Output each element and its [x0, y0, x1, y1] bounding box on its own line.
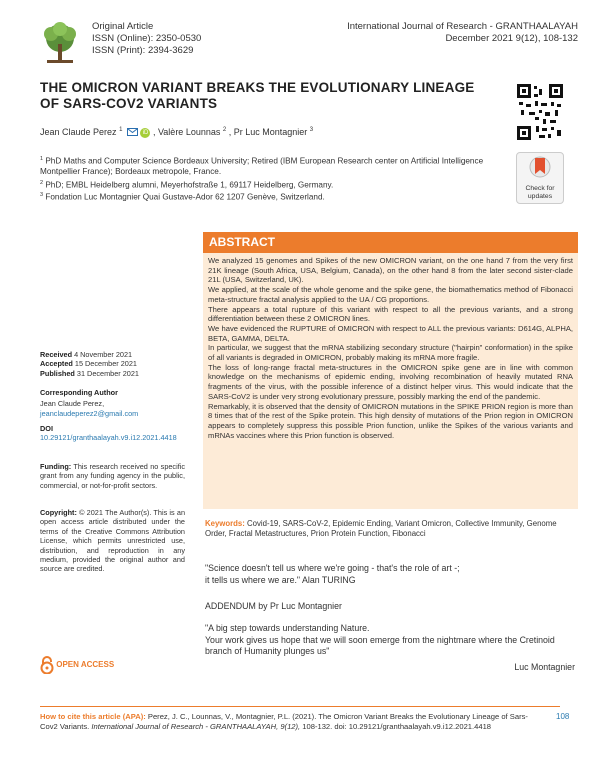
- citation: [40, 712, 540, 732]
- affiliation-3-text: Fondation Luc Montagnier Quai Gustave-Ador 62 1207 Genève, Switzerland.: [45, 192, 325, 202]
- author-3[interactable]: , Pr Luc Montagnier: [228, 127, 308, 137]
- affiliation-3: [40, 190, 510, 203]
- published-date: 31 December 2021: [76, 368, 139, 378]
- author-1-affil: 1: [119, 127, 123, 133]
- addendum-heading: ADDENDUM by Pr Luc Montagnier: [205, 601, 342, 611]
- copyright-text: © 2021 The Author(s). This is an open access article distributed under the terms of the Creative Commons Attribution License, which permits unrestricted use, distribution, and reproduction in any medium, provided the original author and source are credited.: [40, 508, 185, 574]
- citation-pages: 108-132. doi: 10.29121/granthaalayah.v9.i12.2021.4418: [302, 721, 492, 731]
- open-lock-icon: [40, 656, 54, 674]
- funding-text: This research received no specific grant from any funding agency in the public, commercial, or not-for-profit sectors.: [40, 462, 185, 490]
- montagnier-quote-line-1: "A big step towards understanding Nature.: [205, 623, 370, 633]
- abstract-body: [203, 253, 578, 509]
- author-line: [40, 127, 313, 138]
- funding-label: Funding:: [40, 462, 72, 471]
- turing-quote-line-1: "Science doesn't tell us where we're going - that's the role of art -;: [205, 563, 460, 573]
- abstract-paragraph: In particular, we suggest that the mRNA stabilizing secondary structure ("hairpin" conformation) in the spike of all variants is degraded in OMICRON, probably making its mRNA more fragile.: [208, 343, 573, 363]
- article-type: Original Article: [92, 21, 154, 32]
- check-updates-label: Check for updates: [525, 185, 555, 200]
- doi-link[interactable]: 10.29121/granthaalayah.v9.i12.2021.4418: [40, 433, 177, 443]
- affiliation-2-text: PhD; EMBL Heidelberg alumni, Meyerhofstraße 1, 69117 Heidelberg, Germany.: [45, 180, 334, 190]
- abstract-paragraph: The loss of long-range fractal meta-structures in the OMICRON spike gene are in line with common knowledge on the mechanisms of epidemic ending, involving recombination of heavily mutated RNA fragments of the virus, with the possible inference of a distinct helper virus. This would indicate that the SARS-CoV2 is under very strong evolutionary pressure, possibly marking the end of the pandemic.: [208, 362, 573, 401]
- article-title: THE OMICRON VARIANT BREAKS THE EVOLUTIONARY LINEAGE OF SARS-COV2 VARIANTS: [40, 80, 475, 111]
- citation-label: How to cite this article (APA):: [40, 712, 146, 721]
- author-2-affil: 2: [222, 127, 227, 133]
- open-access-label: OPEN ACCESS: [56, 660, 115, 670]
- affiliation-1: [40, 154, 510, 178]
- published-label: Published: [40, 368, 75, 378]
- received-date: 4 November 2021: [74, 350, 133, 359]
- copyright-block: [40, 508, 185, 574]
- affiliation-2-num: 2: [40, 180, 44, 186]
- orcid-icon[interactable]: iD: [140, 128, 150, 138]
- journal-logo: [37, 20, 83, 66]
- page-number: 108: [556, 712, 570, 721]
- journal-name: International Journal of Research - GRANTHAALAYAH: [347, 21, 578, 32]
- affiliation-1-text: PhD Maths and Computer Science Bordeaux University; Retired (IBM European Research center on Artificial Intelligence Montpellier France); Bordeaux metropole, France.: [40, 156, 484, 177]
- citation-journal: International Journal of Research - GRANTHAALAYAH, 9(12),: [91, 721, 301, 731]
- abstract-paragraph: We have evidenced the RUPTURE of OMICRON with respect to ALL the previous variants: D614G, ALPHA, BETA, GAMMA, DELTA.: [208, 323, 573, 343]
- montagnier-quote-line-2: Your work gives us hope that we will soon emerge from the nightmare where the Cretinoid branch of Humanity plunges us": [205, 634, 555, 656]
- open-access-logo: [40, 656, 114, 674]
- abstract-heading: ABSTRACT: [203, 232, 578, 253]
- keywords: [205, 519, 575, 539]
- affiliation-1-num: 1: [40, 156, 44, 162]
- received-label: Received: [40, 350, 73, 359]
- issn-print: ISSN (Print): 2394-3629: [92, 45, 194, 56]
- copyright-label: Copyright:: [40, 508, 77, 517]
- abstract-paragraph: We analyzed 15 genomes and Spikes of the new OMICRON variant, on the one hand 7 from the very first 21K lineage (South Africa, USA, Belgium, Canada), on the other hand 8 from the later second sister-clade 21L (USA, Switzerland, UK).: [208, 256, 573, 285]
- corresponding-label: Corresponding Author: [40, 388, 118, 397]
- accepted-label: Accepted: [40, 359, 73, 369]
- montagnier-quote: [205, 623, 580, 658]
- qr-code: [517, 84, 563, 140]
- abstract-paragraph: Remarkably, it is observed that the density of OMICRON mutations in the SPIKE PRION region is more than 8 times that of the rest of the Spike protein. This high density of mutations of the Prion region in OMICRON appears to completely suppress this possible Prion function, unlike the Spikes of the various variants and mRNAs vaccines where this Prion function is observed.: [208, 401, 573, 440]
- dates-block: [40, 350, 185, 378]
- funding-block: [40, 462, 185, 490]
- check-for-updates-badge[interactable]: [516, 152, 564, 204]
- author-3-affil: 3: [309, 127, 314, 133]
- corresponding-name: Jean Claude Perez,: [40, 399, 105, 409]
- corresponding-author: [40, 388, 185, 418]
- keywords-label: Keywords:: [205, 519, 245, 528]
- email-icon[interactable]: [127, 128, 138, 136]
- citation-text: Perez, J. C., Lounnas, V., Montagnier, P.L. (2021). The Omicron Variant Breaks the Evolutionary Lineage of Sars-Cov2 Variants.: [40, 712, 528, 731]
- accepted-date: 15 December 2021: [74, 359, 137, 369]
- keywords-text: Covid-19, SARS-CoV-2, Epidemic Ending, Variant Omicron, Collective Immunity, Genome Order, Fractal Metastructures, Prion Protein Function, Fibonacci: [205, 519, 557, 538]
- bookmark-icon: [529, 156, 551, 180]
- abstract-paragraph: There appears a total rupture of this variant with respect to all the previous variants, and a strong differentiation between these 2 OMICRON lines.: [208, 304, 573, 324]
- issn-online: ISSN (Online): 2350-0530: [92, 33, 202, 44]
- turing-quote: [205, 563, 580, 586]
- signature: Luc Montagnier: [514, 662, 575, 672]
- affiliation-3-num: 3: [40, 192, 44, 198]
- footer-divider: [40, 706, 560, 707]
- corresponding-email[interactable]: jeanclaudeperez2@gmail.com: [40, 408, 139, 418]
- author-2[interactable]: , Valère Lounnas: [152, 127, 221, 137]
- abstract-paragraph: We applied, at the scale of the whole genome and the spike gene, the biomathematics method of Fibonacci meta-structure fractal analysis applied to the UA / CG proportions.: [208, 285, 573, 304]
- author-1[interactable]: Jean Claude Perez: [40, 127, 117, 137]
- journal-issue: December 2021 9(12), 108-132: [445, 33, 578, 44]
- doi-block: [40, 424, 185, 443]
- turing-quote-line-2: it tells us where we are." Alan TURING: [205, 574, 356, 585]
- doi-label: DOI: [40, 424, 53, 433]
